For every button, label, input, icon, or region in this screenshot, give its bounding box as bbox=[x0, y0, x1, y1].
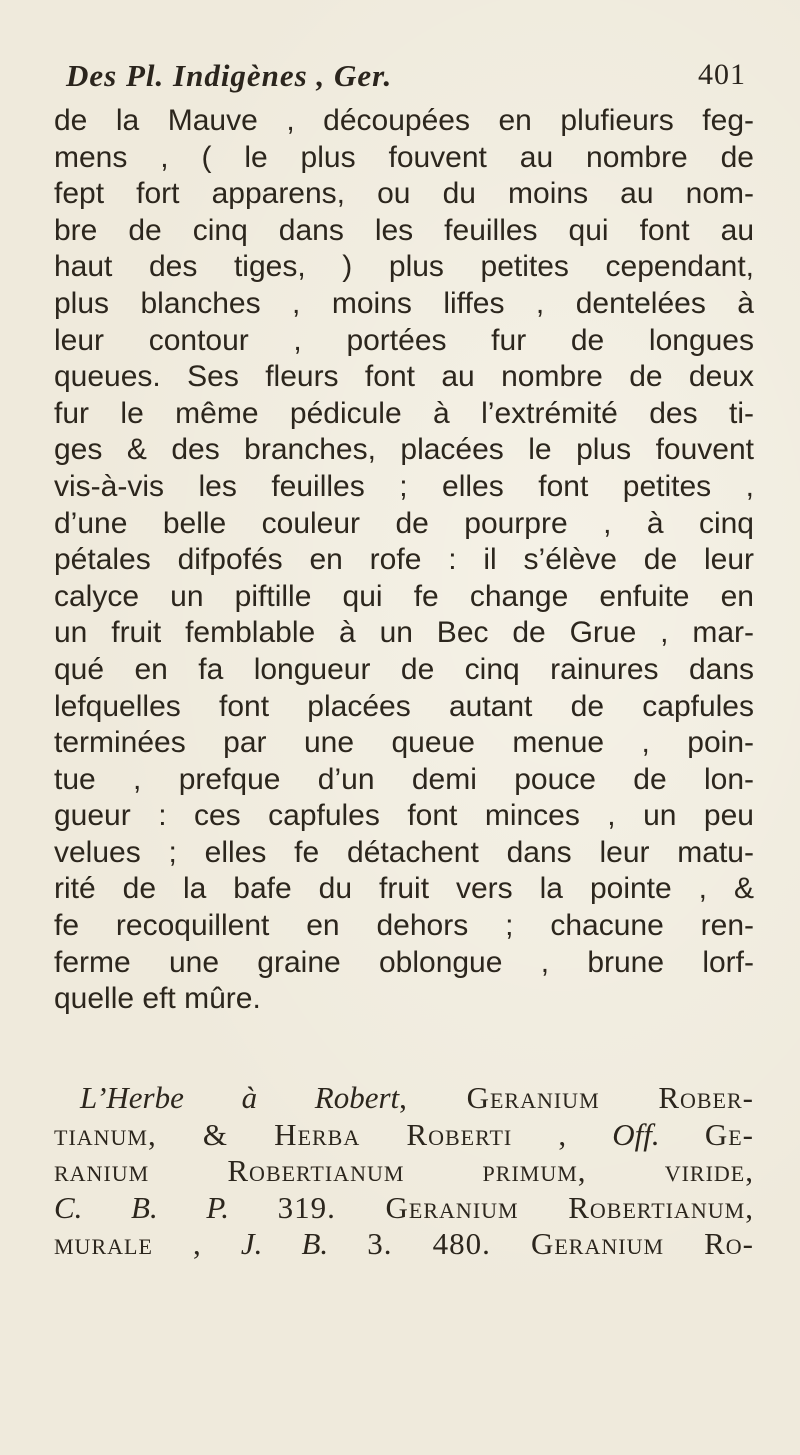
text-line: mens , ( le plus fouvent au nombre de bbox=[54, 140, 754, 174]
text-line: plus blanches , moins liffes , dentelées à bbox=[54, 286, 754, 320]
synonym-text: tianum, & Herba Roberti , bbox=[54, 1116, 568, 1152]
text-line: vis-à-vis les feuilles ; elles font petites , bbox=[54, 469, 754, 503]
synonym-text: Ge- bbox=[704, 1116, 754, 1152]
text-line: velues ; elles fe détachent dans leur matu- bbox=[54, 835, 754, 869]
text-line: un fruit femblable à un Bec de Grue , mar- bbox=[54, 616, 754, 650]
text-line: qué en fa longueur de cinq rainures dans bbox=[54, 652, 754, 686]
text-line: fe recoquillent en dehors ; chacune ren- bbox=[54, 909, 754, 943]
text-line: fept fort apparens, ou du moins au nom- bbox=[54, 177, 754, 211]
synonymy-line bbox=[54, 1190, 754, 1227]
text-line: de la Mauve , découpées en plufieurs feg- bbox=[54, 104, 754, 137]
text-line: quelle eft mûre. bbox=[54, 982, 261, 1016]
synonym-text: murale , bbox=[54, 1226, 202, 1262]
common-name: L’Herbe à Robert bbox=[80, 1080, 400, 1115]
synonymy-line bbox=[54, 1080, 754, 1117]
synonymy-line: ranium Robertianum primum, viride, bbox=[54, 1153, 754, 1189]
text-line: terminées par une queue menue , poin- bbox=[54, 726, 754, 760]
text-line: fur le même pédicule à l’extrémité des ti- bbox=[54, 396, 754, 430]
running-title: Des Pl. Indigènes , Ger. bbox=[66, 58, 393, 93]
text-line: lefquelles font placées autant de capfules bbox=[54, 689, 754, 723]
text-line: leur contour , portées fur de longues bbox=[54, 323, 754, 357]
page-number: 401 bbox=[698, 58, 746, 91]
abbreviation: C. B. P. bbox=[54, 1189, 230, 1225]
synonymy-block bbox=[54, 1080, 754, 1263]
text-line: ges & des branches, placées le plus fouvent bbox=[54, 433, 754, 467]
text-line: gueur : ces capfules font minces , un peu bbox=[54, 799, 754, 833]
synonym-text: 3. 480. Geranium Ro- bbox=[367, 1226, 755, 1262]
text-line: tue , prefque d’un demi pouce de lon- bbox=[54, 762, 754, 796]
text-line: bre de cinq dans les feuilles qui font au bbox=[54, 213, 754, 247]
text-line: rité de la bafe du fruit vers la pointe , & bbox=[54, 872, 754, 906]
text-line: queues. Ses fleurs font au nombre de deux bbox=[54, 360, 754, 394]
text-line: pétales difpofés en rofe : il s’élève de leur bbox=[54, 543, 754, 577]
running-header bbox=[66, 58, 746, 106]
text-line: calyce un piftille qui fe change enfuite en bbox=[54, 579, 754, 613]
synonymy-line bbox=[54, 1226, 754, 1263]
synonymy-line bbox=[54, 1117, 754, 1154]
synonym-text: 319. Geranium Robertianum, bbox=[277, 1189, 754, 1225]
synonym-text: , Geranium Rober- bbox=[399, 1080, 754, 1115]
abbreviation: J. B. bbox=[240, 1226, 329, 1262]
text-line: haut des tiges, ) plus petites cependant, bbox=[54, 250, 754, 284]
abbreviation: Off. bbox=[612, 1116, 660, 1152]
body-paragraph bbox=[54, 103, 754, 1018]
text-line: d’une belle couleur de pourpre , à cinq bbox=[54, 506, 754, 540]
text-line: ferme une graine oblongue , brune lorf- bbox=[54, 945, 754, 979]
